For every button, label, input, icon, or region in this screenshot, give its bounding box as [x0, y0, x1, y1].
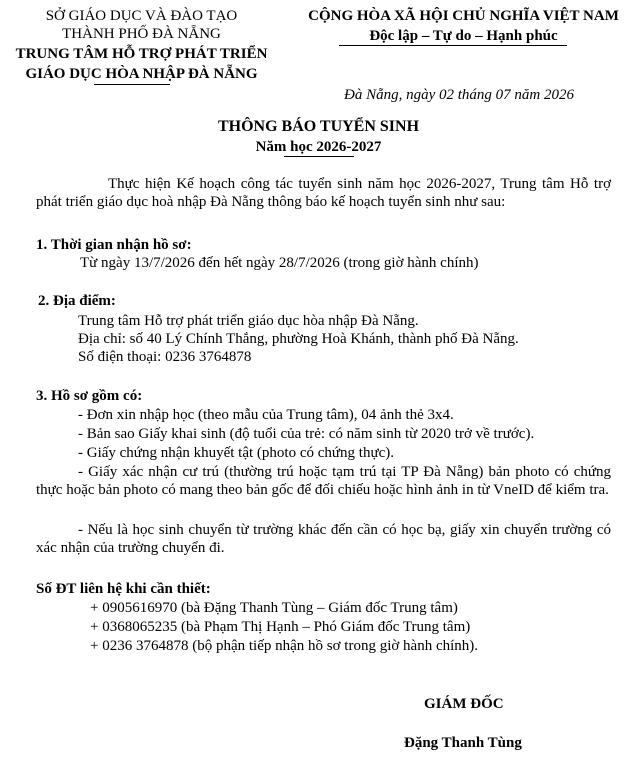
document-item: - Nếu là học sinh chuyển từ trường khác đến cần có học bạ, giấy xin chuyển trường có xác nhận của trường chuyển đi. — [36, 522, 611, 556]
intro-paragraph: Thực hiện Kế hoạch công tác tuyển sinh năm học 2026-2027, Trung tâm Hỗ trợ phát triển giáo dục hoà nhập Đà Nẵng thông báo kế hoạch tuyển sinh như sau: — [36, 176, 611, 210]
center-name-line1: TRUNG TÂM HỖ TRỢ PHÁT TRIỂN — [15, 46, 268, 62]
header-right-underline — [339, 45, 567, 46]
address-line: Địa chỉ: số 40 Lý Chính Thắng, phường Hoà Khánh, thành phố Đà Nẵng. — [78, 331, 519, 347]
address-line: Trung tâm Hỗ trợ phát triển giáo dục hòa nhập Đà Nẵng. — [78, 313, 419, 329]
section2-heading: 2. Địa điểm: — [38, 293, 116, 309]
document-item: - Giấy chứng nhận khuyết tật (photo có chứng thực). — [78, 445, 394, 461]
signature-title: GIÁM ĐỐC — [424, 696, 504, 712]
contact-item: + 0905616970 (bà Đặng Thanh Tùng – Giám đốc Trung tâm) — [90, 600, 458, 616]
contacts-heading: Số ĐT liên hệ khi cần thiết: — [36, 581, 211, 597]
agency-name: SỞ GIÁO DỤC VÀ ĐÀO TẠO — [45, 8, 238, 24]
address-line: Số điện thoại: 0236 3764878 — [78, 349, 252, 365]
contact-item: + 0368065235 (bà Phạm Thị Hạnh – Phó Giám đốc Trung tâm) — [90, 619, 471, 635]
section1-heading: 1. Thời gian nhận hồ sơ: — [36, 237, 192, 253]
motto: Độc lập – Tự do – Hạnh phúc — [369, 28, 558, 44]
subtitle-underline — [284, 156, 354, 157]
page-subtitle: Năm học 2026-2027 — [255, 139, 382, 155]
signature-name: Đặng Thanh Tùng — [404, 735, 522, 751]
section1-text: Từ ngày 13/7/2026 đến hết ngày 28/7/2026 (trong giờ hành chính) — [80, 255, 479, 271]
center-name-line2: GIÁO DỤC HÒA NHẬP ĐÀ NẴNG — [25, 66, 258, 82]
document-item: - Đơn xin nhập học (theo mẫu của Trung tâm), 04 ảnh thẻ 3x4. — [78, 407, 454, 423]
header-left-underline — [94, 84, 170, 85]
country-name: CỘNG HÒA XÃ HỘI CHỦ NGHĨA VIỆT NAM — [308, 8, 619, 24]
page-title: THÔNG BÁO TUYỂN SINH — [217, 118, 420, 135]
contact-item: + 0236 3764878 (bộ phận tiếp nhận hồ sơ trong giờ hành chính). — [90, 638, 479, 654]
document-item: - Giấy xác nhận cư trú (thường trú hoặc tạm trú tại TP Đà Nẵng) bản photo có chứng thực hoặc bản photo có mang theo bản gốc để đối chiếu hoặc hình ảnh in từ VneID để kiểm tra. — [36, 464, 611, 498]
agency-city: THÀNH PHỐ ĐÀ NẴNG — [62, 26, 221, 42]
document-item: - Bản sao Giấy khai sinh (độ tuổi của trẻ: có năm sinh từ 2020 trở về trước). — [78, 426, 535, 442]
date-line: Đà Nẵng, ngày 02 tháng 07 năm 2026 — [344, 87, 574, 103]
section3-heading: 3. Hồ sơ gồm có: — [36, 388, 143, 404]
